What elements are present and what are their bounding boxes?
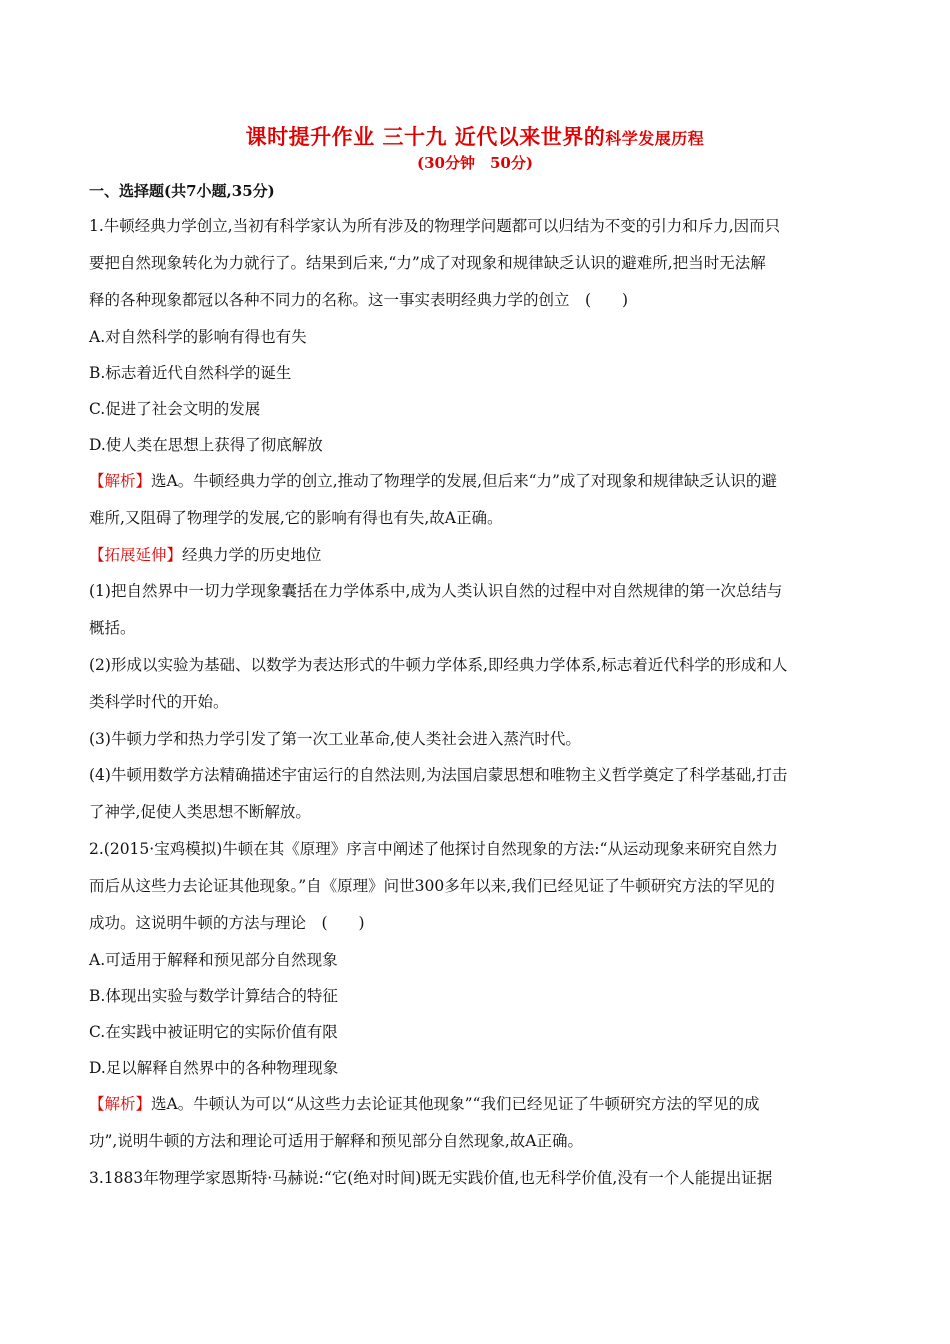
page-title bbox=[0, 123, 950, 153]
option-a: A.可适用于解释和预见部分自然现象 bbox=[89, 951, 338, 969]
option-a: A.对自然科学的影响有得也有失 bbox=[89, 328, 307, 346]
title-main: 课时提升作业 三十九 近代以来世界的 bbox=[245, 124, 606, 149]
question-text-line: 要把自然现象转化为力就行了。结果到后来,“力”成了对现象和规律缺乏认识的避难所,把当时无法解 bbox=[89, 254, 766, 272]
analysis-text: 选A。牛顿认为可以“从这些力去论证其他现象”“我们已经见证了牛顿研究方法的罕见的成 bbox=[151, 1095, 760, 1113]
extension-line: (1)把自然界中一切力学现象囊括在力学体系中,成为人类认识自然的过程中对自然规律的第一次总结与 bbox=[89, 582, 783, 600]
option-b: B.标志着近代自然科学的诞生 bbox=[89, 364, 292, 382]
option-c: C.促进了社会文明的发展 bbox=[89, 400, 261, 418]
extension-heading bbox=[89, 537, 861, 573]
extension-tag: 【拓展延伸】 bbox=[89, 546, 183, 564]
extension-title: 经典力学的历史地位 bbox=[182, 546, 322, 564]
analysis-line bbox=[89, 1086, 861, 1123]
question-text-line: 成功。这说明牛顿的方法与理论 ( ) bbox=[89, 914, 365, 932]
title-block bbox=[0, 123, 950, 173]
option-d: D.足以解释自然界中的各种物理现象 bbox=[89, 1059, 339, 1077]
extension-line: 概括。 bbox=[89, 619, 136, 637]
question-3 bbox=[89, 1160, 861, 1197]
extension-line: 类科学时代的开始。 bbox=[89, 693, 229, 711]
option-d: D.使人类在思想上获得了彻底解放 bbox=[89, 436, 323, 454]
question-1 bbox=[89, 208, 861, 831]
content bbox=[89, 180, 861, 1197]
title-small: 科学发展历程 bbox=[605, 129, 705, 148]
question-text-line: 1.牛顿经典力学创立,当初有科学家认为所有涉及的物理学问题都可以归结为不变的引力和斥力,因而只 bbox=[89, 217, 781, 235]
analysis-tag: 【解析】 bbox=[89, 472, 152, 490]
extension-line: (2)形成以实验为基础、以数学为表达形式的牛顿力学体系,即经典力学体系,标志着近代科学的形成和人 bbox=[89, 656, 788, 674]
extension-line: (4)牛顿用数学方法精确描述宇宙运行的自然法则,为法国启蒙思想和唯物主义哲学奠定了科学基础,打击 bbox=[89, 766, 788, 784]
question-text-line: 释的各种现象都冠以各种不同力的名称。这一事实表明经典力学的创立 ( ) bbox=[89, 291, 629, 309]
question-text-line: 而后从这些力去论证其他现象。”自《原理》问世300多年以来,我们已经见证了牛顿研究方法的罕见的 bbox=[89, 877, 775, 895]
analysis-tag: 【解析】 bbox=[89, 1095, 152, 1113]
question-text-line: 3.1883年物理学家恩斯特·马赫说:“它(绝对时间)既无实践价值,也无科学价值,没有一个人能提出证据 bbox=[89, 1169, 773, 1187]
option-c: C.在实践中被证明它的实际价值有限 bbox=[89, 1023, 338, 1041]
extension-line: 了神学,促使人类思想不断解放。 bbox=[89, 803, 311, 821]
section-heading: 一、选择题(共7小题,35分) bbox=[89, 182, 275, 200]
time-limit: (30分钟 50分) bbox=[417, 154, 533, 172]
option-b: B.体现出实验与数学计算结合的特征 bbox=[89, 987, 338, 1005]
question-2 bbox=[89, 831, 861, 1160]
analysis-text: 选A。牛顿经典力学的创立,推动了物理学的发展,但后来“力”成了对现象和规律缺乏认识的避 bbox=[151, 472, 777, 490]
analysis-line: 功”,说明牛顿的方法和理论可适用于解释和预见部分自然现象,故A正确。 bbox=[89, 1132, 583, 1150]
extension-line: (3)牛顿力学和热力学引发了第一次工业革命,使人类社会进入蒸汽时代。 bbox=[89, 730, 581, 748]
question-text-line: 2.(2015·宝鸡模拟)牛顿在其《原理》序言中阐述了他探讨自然现象的方法:“从运动现象来研究自然力 bbox=[89, 840, 778, 858]
analysis-line: 难所,又阻碍了物理学的发展,它的影响有得也有失,故A正确。 bbox=[89, 509, 503, 527]
analysis-line bbox=[89, 463, 861, 500]
